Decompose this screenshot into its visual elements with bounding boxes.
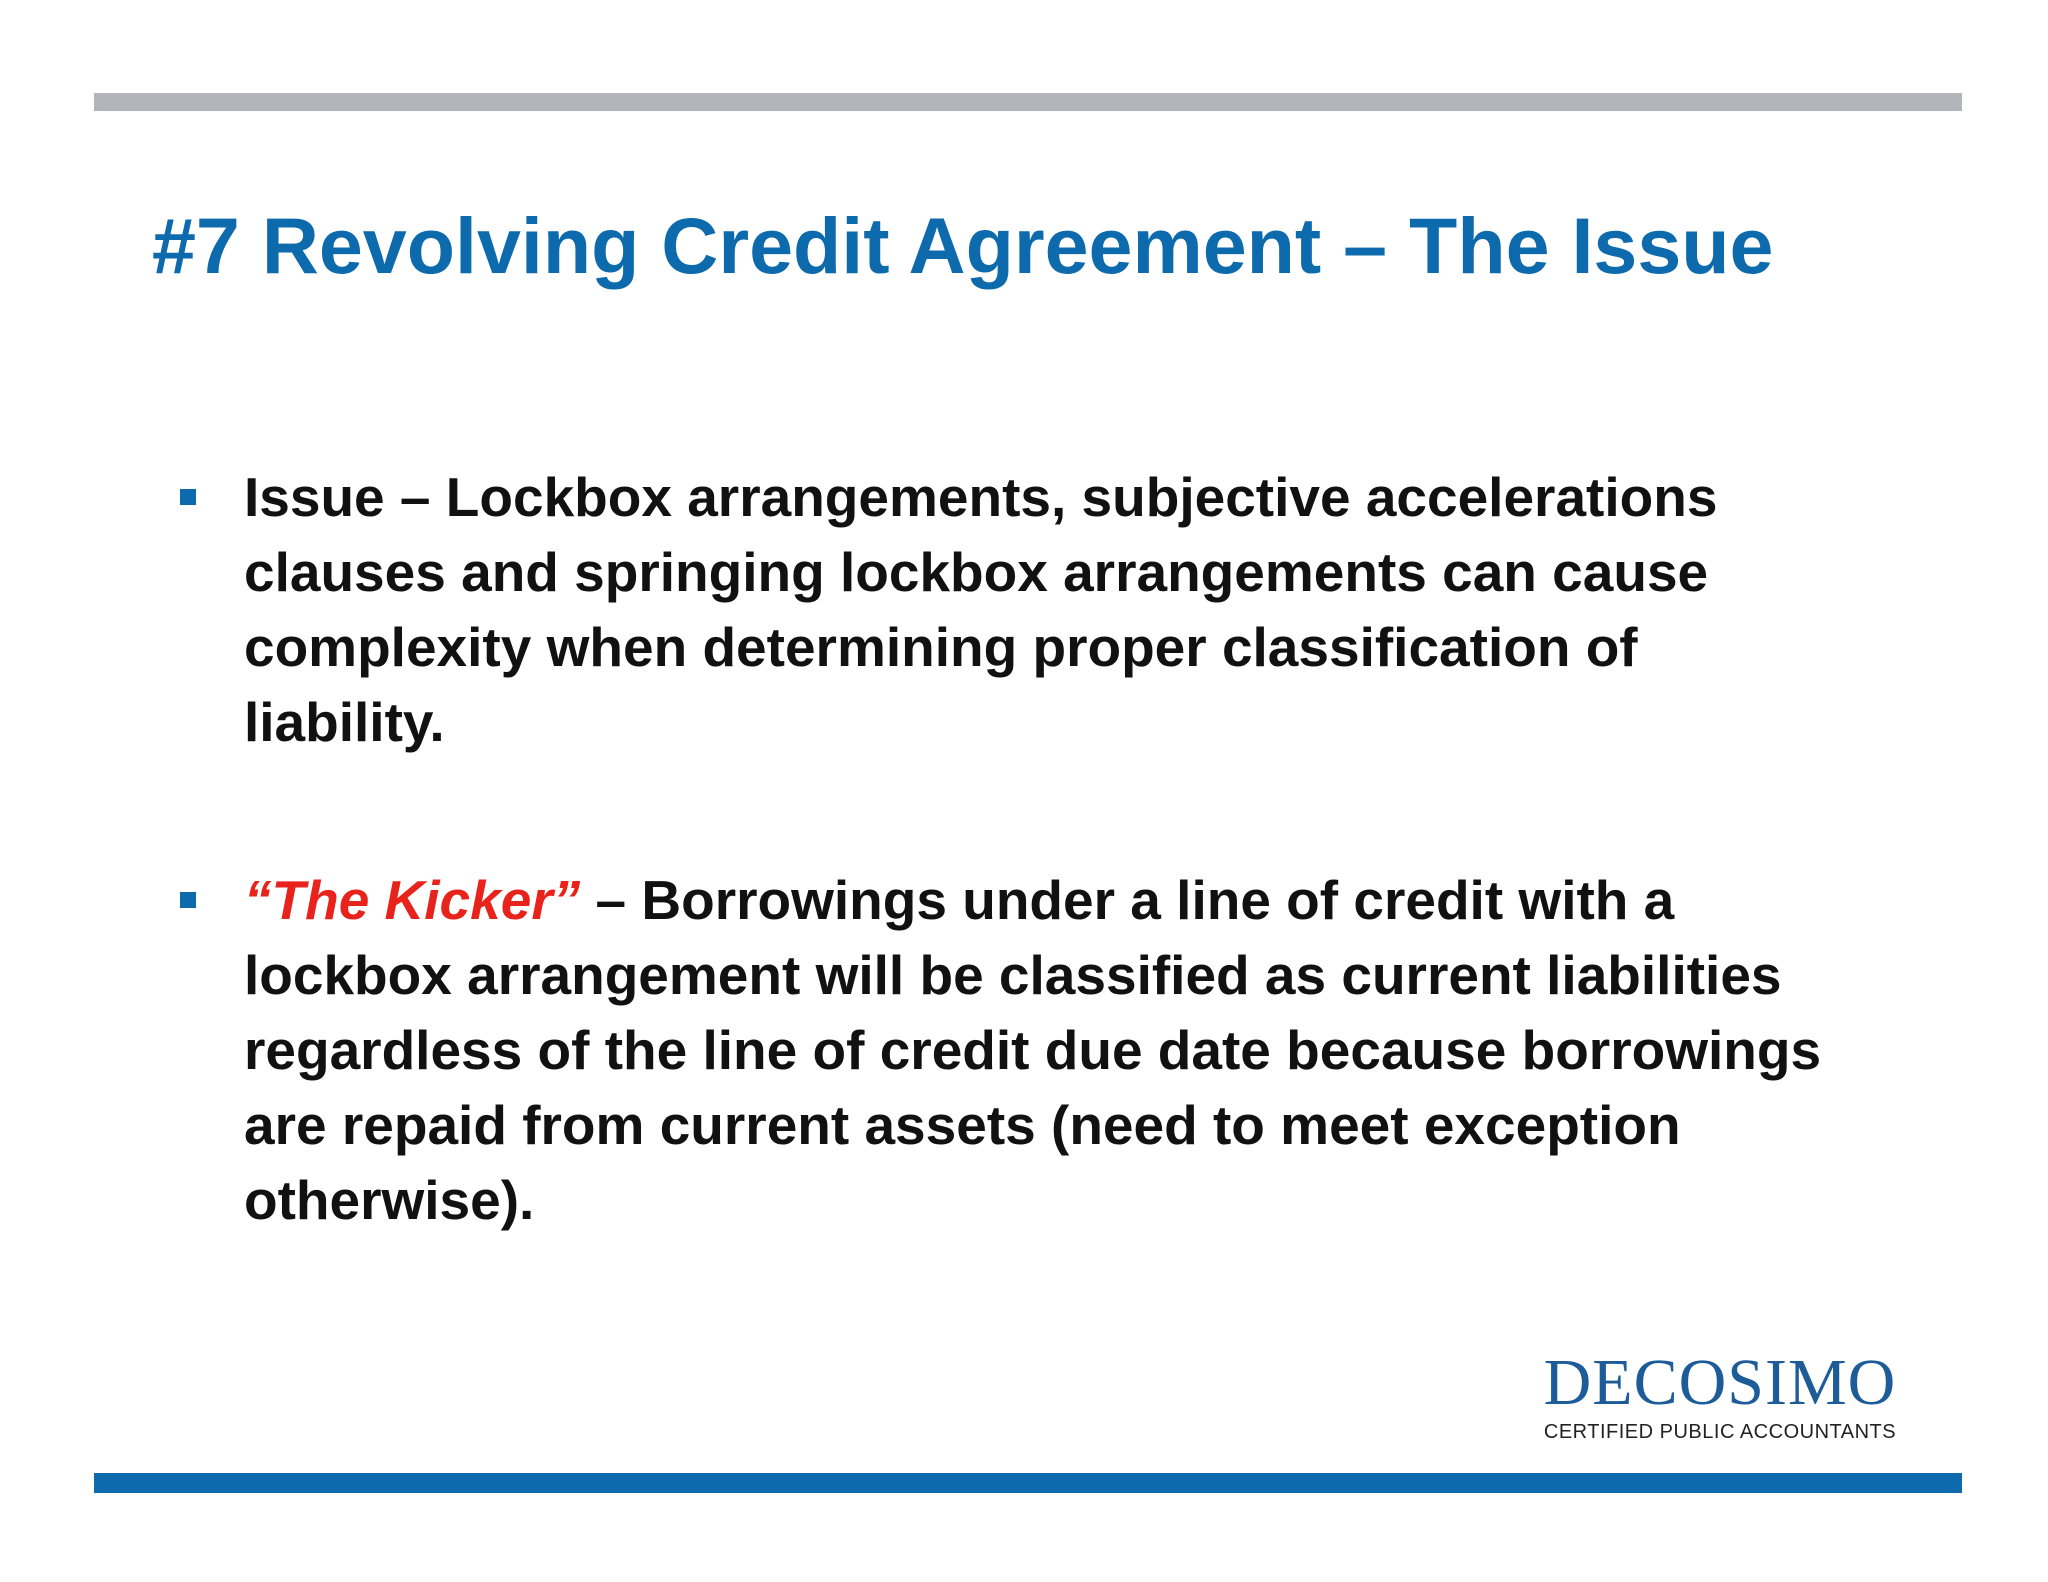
- bullet-item-kicker: [172, 863, 1852, 1238]
- slide-title: #7 Revolving Credit Agreement – The Issue: [152, 201, 1774, 290]
- bottom-divider: [94, 1473, 1962, 1493]
- square-bullet-icon: [180, 892, 196, 908]
- bullet-item-issue: [172, 460, 1852, 760]
- logo-tagline: CERTIFIED PUBLIC ACCOUNTANTS: [1543, 1421, 1897, 1443]
- top-divider: [94, 93, 1962, 111]
- decosimo-logo: [1525, 1348, 1915, 1444]
- bullet-text: – Borrowings under a line of credit with a lockbox arrangement will be classified as current liabilities regardless of the line of credit due date because borrowings are repaid from current assets (need to meet exception otherwise).: [244, 869, 1822, 1231]
- square-bullet-icon: [180, 489, 196, 505]
- bullet-list: [172, 460, 1852, 1238]
- bullet-text: Issue – Lockbox arrangements, subjective accelerations clauses and springing lockbox arrangements can cause complexity when determining proper classification of liability.: [244, 466, 1718, 753]
- logo-name: DECOSIMO: [1543, 1346, 1897, 1419]
- kicker-label: “The Kicker”: [244, 869, 581, 931]
